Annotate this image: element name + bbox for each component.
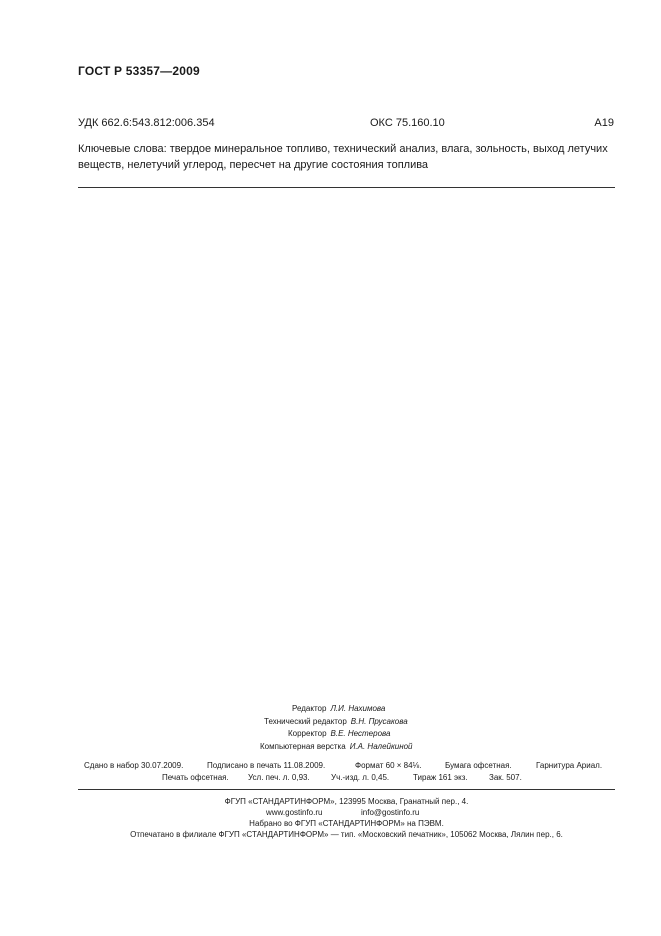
- oks-code: ОКС 75.160.10: [370, 117, 445, 129]
- credit-role: Редактор: [292, 704, 327, 713]
- pub-sheets: Усл. печ. л. 0,93.: [248, 773, 310, 782]
- pub-signed: Подписано в печать 11.08.2009.: [207, 761, 326, 770]
- credit-role: Технический редактор: [264, 716, 347, 726]
- pub-font: Гарнитура Ариал.: [536, 761, 603, 770]
- pub-run: Тираж 161 экз.: [413, 773, 468, 782]
- credit-proofreader: [288, 728, 390, 741]
- group-code: А19: [594, 117, 614, 129]
- footer-printed: Отпечатано в филиале ФГУП «СТАНДАРТИНФОРМ» — тип. «Московский печатник», 105062 Москва, Лялин пер., 6.: [130, 830, 563, 839]
- credit-person: В.Е. Нестерова: [330, 729, 391, 738]
- udk-code: УДК 662.6:543.812:006.354: [78, 117, 215, 129]
- credit-role: Корректор: [288, 729, 327, 738]
- pub-print: Печать офсетная.: [162, 773, 229, 782]
- pub-sent: Сдано в набор 30.07.2009.: [84, 761, 184, 770]
- footer-typeset: Набрано во ФГУП «СТАНДАРТИНФОРМ» на ПЭВМ.: [249, 819, 444, 828]
- credit-role: Компьютерная верстка: [260, 741, 346, 751]
- credit-person: В.Н. Прусакова: [350, 716, 408, 726]
- credit-editor: [292, 703, 385, 716]
- divider: [78, 789, 615, 790]
- credit-person: Л.И. Нахимова: [330, 704, 386, 713]
- standard-code: ГОСТ Р 53357—2009: [78, 64, 200, 78]
- pub-edition: Уч.-изд. л. 0,45.: [331, 773, 390, 782]
- keywords-block: [78, 141, 618, 173]
- footer-address: ФГУП «СТАНДАРТИНФОРМ», 123995 Москва, Гранатный пер., 4.: [224, 797, 469, 806]
- footer-email[interactable]: info@gostinfo.ru: [361, 808, 420, 817]
- keywords-line-2: веществ, нелетучий углерод, пересчет на другие состояния топлива: [78, 159, 429, 171]
- pub-paper: Бумага офсетная.: [445, 761, 512, 770]
- footer-website[interactable]: www.gostinfo.ru: [266, 808, 323, 817]
- divider: [78, 187, 615, 188]
- pub-order: Зак. 507.: [489, 773, 522, 782]
- keywords-line-1: Ключевые слова: твердое минеральное топливо, технический анализ, влага, зольность, выход летучих: [78, 143, 608, 155]
- credit-layout: [260, 741, 413, 754]
- credit-person: И.А. Налейкиной: [349, 741, 413, 751]
- pub-format: Формат 60 × 84⅛.: [355, 761, 422, 770]
- credit-tech-editor: [264, 716, 408, 729]
